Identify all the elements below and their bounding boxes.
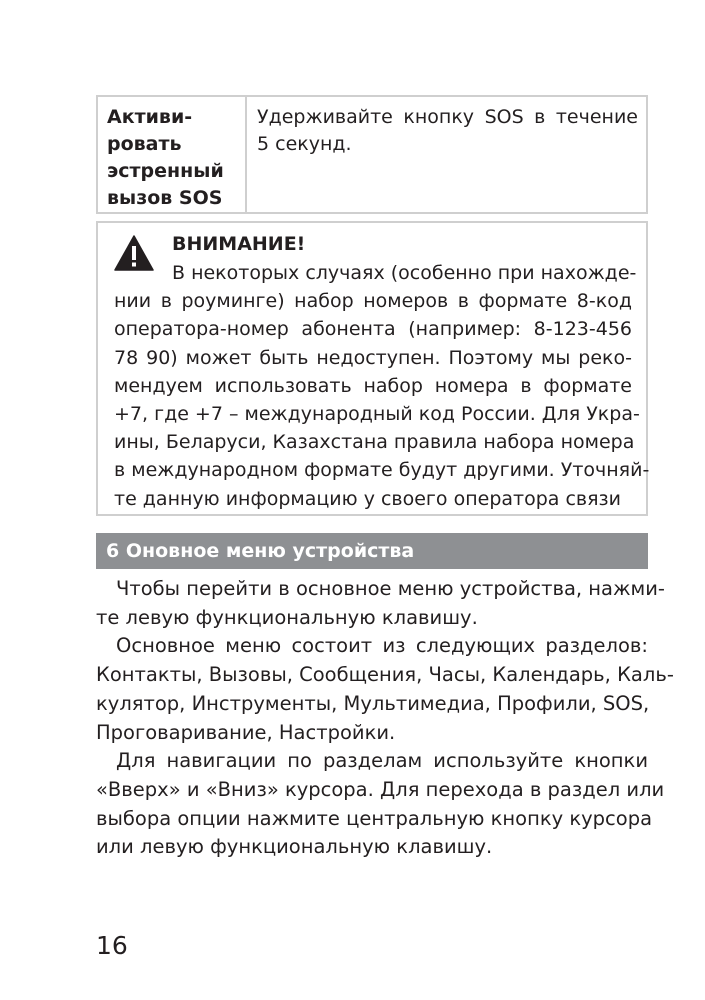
paragraph-line: Контакты, Вызовы, Сообщения, Часы, Календарь, Каль- [96, 663, 674, 687]
warning-line: мендуем использовать набор номера в формате [114, 374, 632, 397]
paragraph [96, 575, 665, 632]
warning-line: ины, Беларуси, Казахстана правила набора номера [114, 431, 635, 454]
paragraph-line: Основное меню состоит из следующих разделов: [116, 634, 648, 658]
sos-action-cell: Активи- ровать эстренный вызов SOS [98, 97, 247, 212]
warning-line: В некоторых случаях (особенно при нахожде- [172, 262, 637, 284]
page-number: 16 [96, 931, 128, 960]
paragraph-line: кулятор, Инструменты, Мультимедиа, Профили, SOS, [96, 691, 650, 715]
warning-triangle-icon [114, 235, 154, 271]
warning-line: +7, где +7 – международный код России. Для Укра- [114, 403, 640, 426]
sos-description-cell: Удерживайте кнопку SOS в течение 5 секунд. [257, 106, 638, 155]
section-header: 6 Оновное меню устройства [96, 533, 648, 569]
warning-text [114, 259, 650, 513]
paragraph-line: Чтобы перейти в основное меню устройства, нажми- [116, 577, 665, 600]
paragraph-line: «Вверх» и «Вниз» курсора. Для перехода в раздел или [96, 777, 665, 801]
warning-line: в международном формате будут другими. Уточняй- [114, 459, 650, 482]
warning-title: ВНИМАНИЕ! [172, 233, 306, 255]
warning-line: те данную информацию у своего оператора связи [114, 487, 621, 510]
warning-line: нии в роуминге) набор номеров в формате 8-код [114, 290, 632, 313]
paragraph [96, 747, 665, 862]
warning-line: оператора-номер абонента (например: 8-123-456 [114, 318, 632, 341]
warning-line: 78 90) может быть недоступен. Поэтому мы реко- [114, 346, 632, 369]
sos-table-row [96, 95, 648, 214]
body-text [96, 575, 674, 862]
paragraph-line: выбора опции нажмите центральную кнопку курсора [96, 806, 653, 830]
paragraph-line: те левую функциональную клавишу. [96, 605, 478, 629]
paragraph-line: или левую функциональную клавишу. [96, 835, 493, 859]
paragraph-line: Проговаривание, Настройки. [96, 720, 396, 744]
warning-box [96, 221, 648, 516]
paragraph [96, 632, 674, 747]
paragraph-line: Для навигации по разделам используйте кнопки [116, 749, 648, 773]
